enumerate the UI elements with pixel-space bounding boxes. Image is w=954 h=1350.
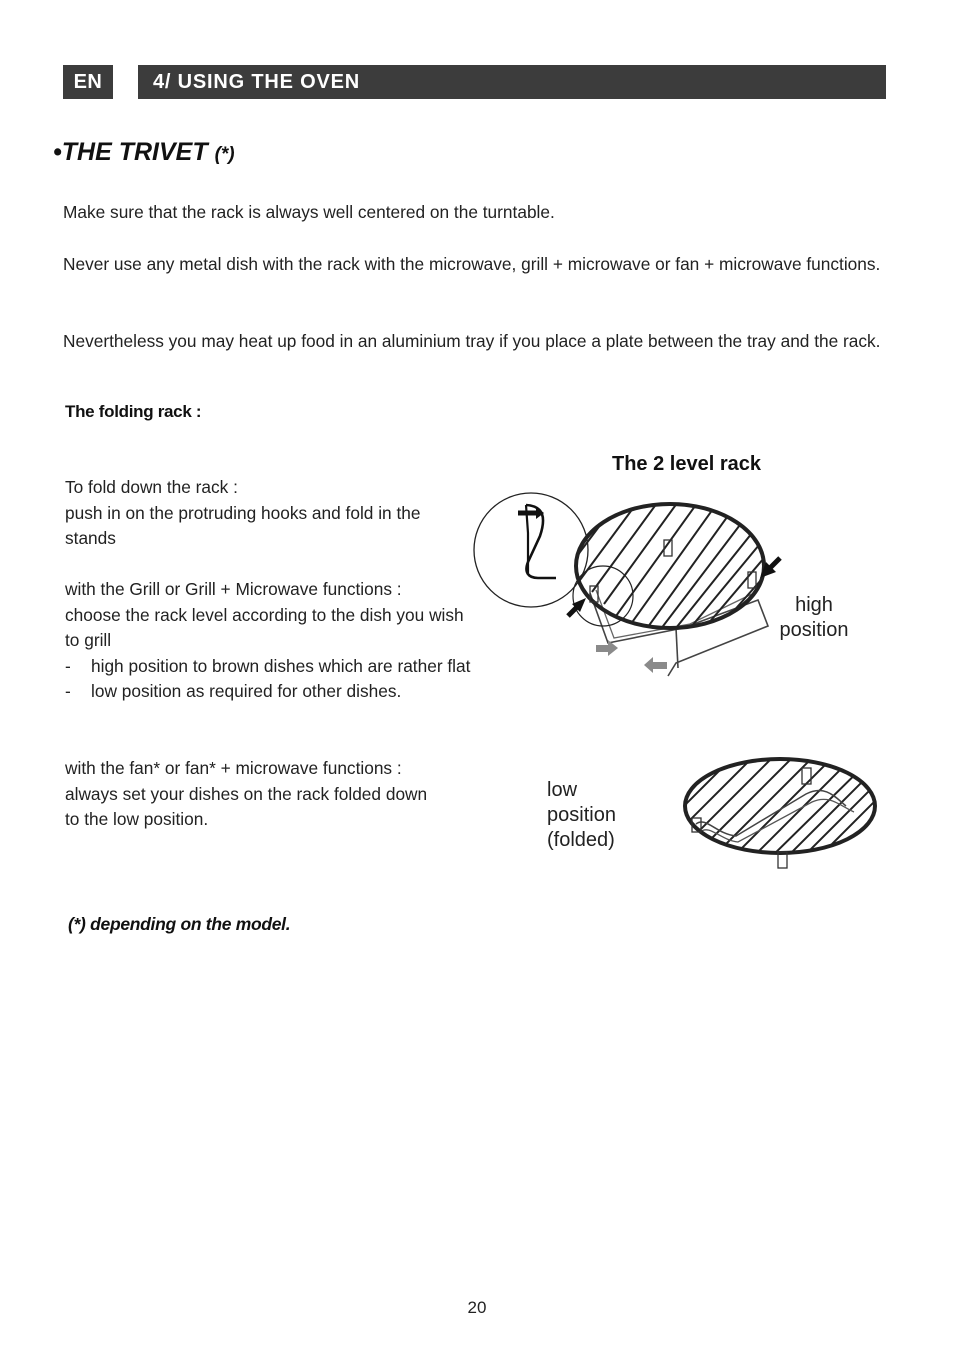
grill-text: choose the rack level according to the dish you wish to grill — [65, 604, 464, 650]
list-text: low position as required for other dishes. — [91, 681, 402, 701]
list-dash: - — [65, 681, 71, 701]
list-dash: - — [65, 655, 71, 676]
fan-text-2: to the low position. — [65, 809, 209, 829]
high-rack-illustration — [468, 488, 798, 688]
title-asterisk: (*) — [214, 144, 235, 165]
high-label-line1: high — [795, 594, 833, 616]
fold-instructions — [65, 475, 475, 552]
paragraph-metal-warning: Never use any metal dish with the rack with the microwave, grill + microwave or fan + microwave functions. — [63, 254, 881, 274]
page-number: 20 — [467, 1298, 487, 1317]
fan-instructions — [65, 756, 465, 833]
rack-rim — [685, 759, 875, 853]
low-label-line1: low — [547, 779, 578, 801]
low-label-line2: position — [547, 804, 616, 826]
low-label-line3: (folded) — [547, 829, 615, 851]
low-position-label — [547, 778, 616, 853]
title-bullet: • — [53, 138, 62, 166]
high-position-label — [776, 593, 852, 643]
language-tab: EN — [63, 65, 113, 99]
fold-arrow-icon — [644, 657, 667, 673]
list-item — [65, 654, 475, 680]
fan-intro: with the fan* or fan* + microwave functions : — [65, 758, 402, 778]
paragraph-aluminium: Nevertheless you may heat up food in an aluminium tray if you place a plate between the tray and the rack. — [63, 331, 881, 351]
figure-title: The 2 level rack — [612, 453, 761, 475]
push-arrow-icon — [568, 598, 586, 616]
folding-subtitle: The folding rack : — [65, 402, 202, 421]
fold-text: push in on the protruding hooks and fold in the stands — [65, 502, 421, 548]
paragraph-centered: Make sure that the rack is always well centered on the turntable. — [63, 202, 555, 222]
fan-text: always set your dishes on the rack folded down — [65, 783, 428, 804]
fold-intro: To fold down the rack : — [65, 477, 238, 497]
grill-intro: with the Grill or Grill + Microwave functions : — [65, 579, 402, 599]
title-text: THE TRIVET — [61, 138, 208, 166]
list-text: high position to brown dishes which are rather flat — [91, 655, 471, 676]
model-footnote: (*) depending on the model. — [68, 914, 291, 934]
low-rack-illustration — [676, 754, 886, 876]
section-header: 4/ USING THE OVEN — [138, 65, 886, 99]
grill-instructions — [65, 577, 475, 705]
detail-magnifier — [474, 493, 588, 607]
high-label-line2: position — [779, 619, 849, 641]
list-item — [65, 679, 475, 705]
page-title — [53, 138, 235, 167]
